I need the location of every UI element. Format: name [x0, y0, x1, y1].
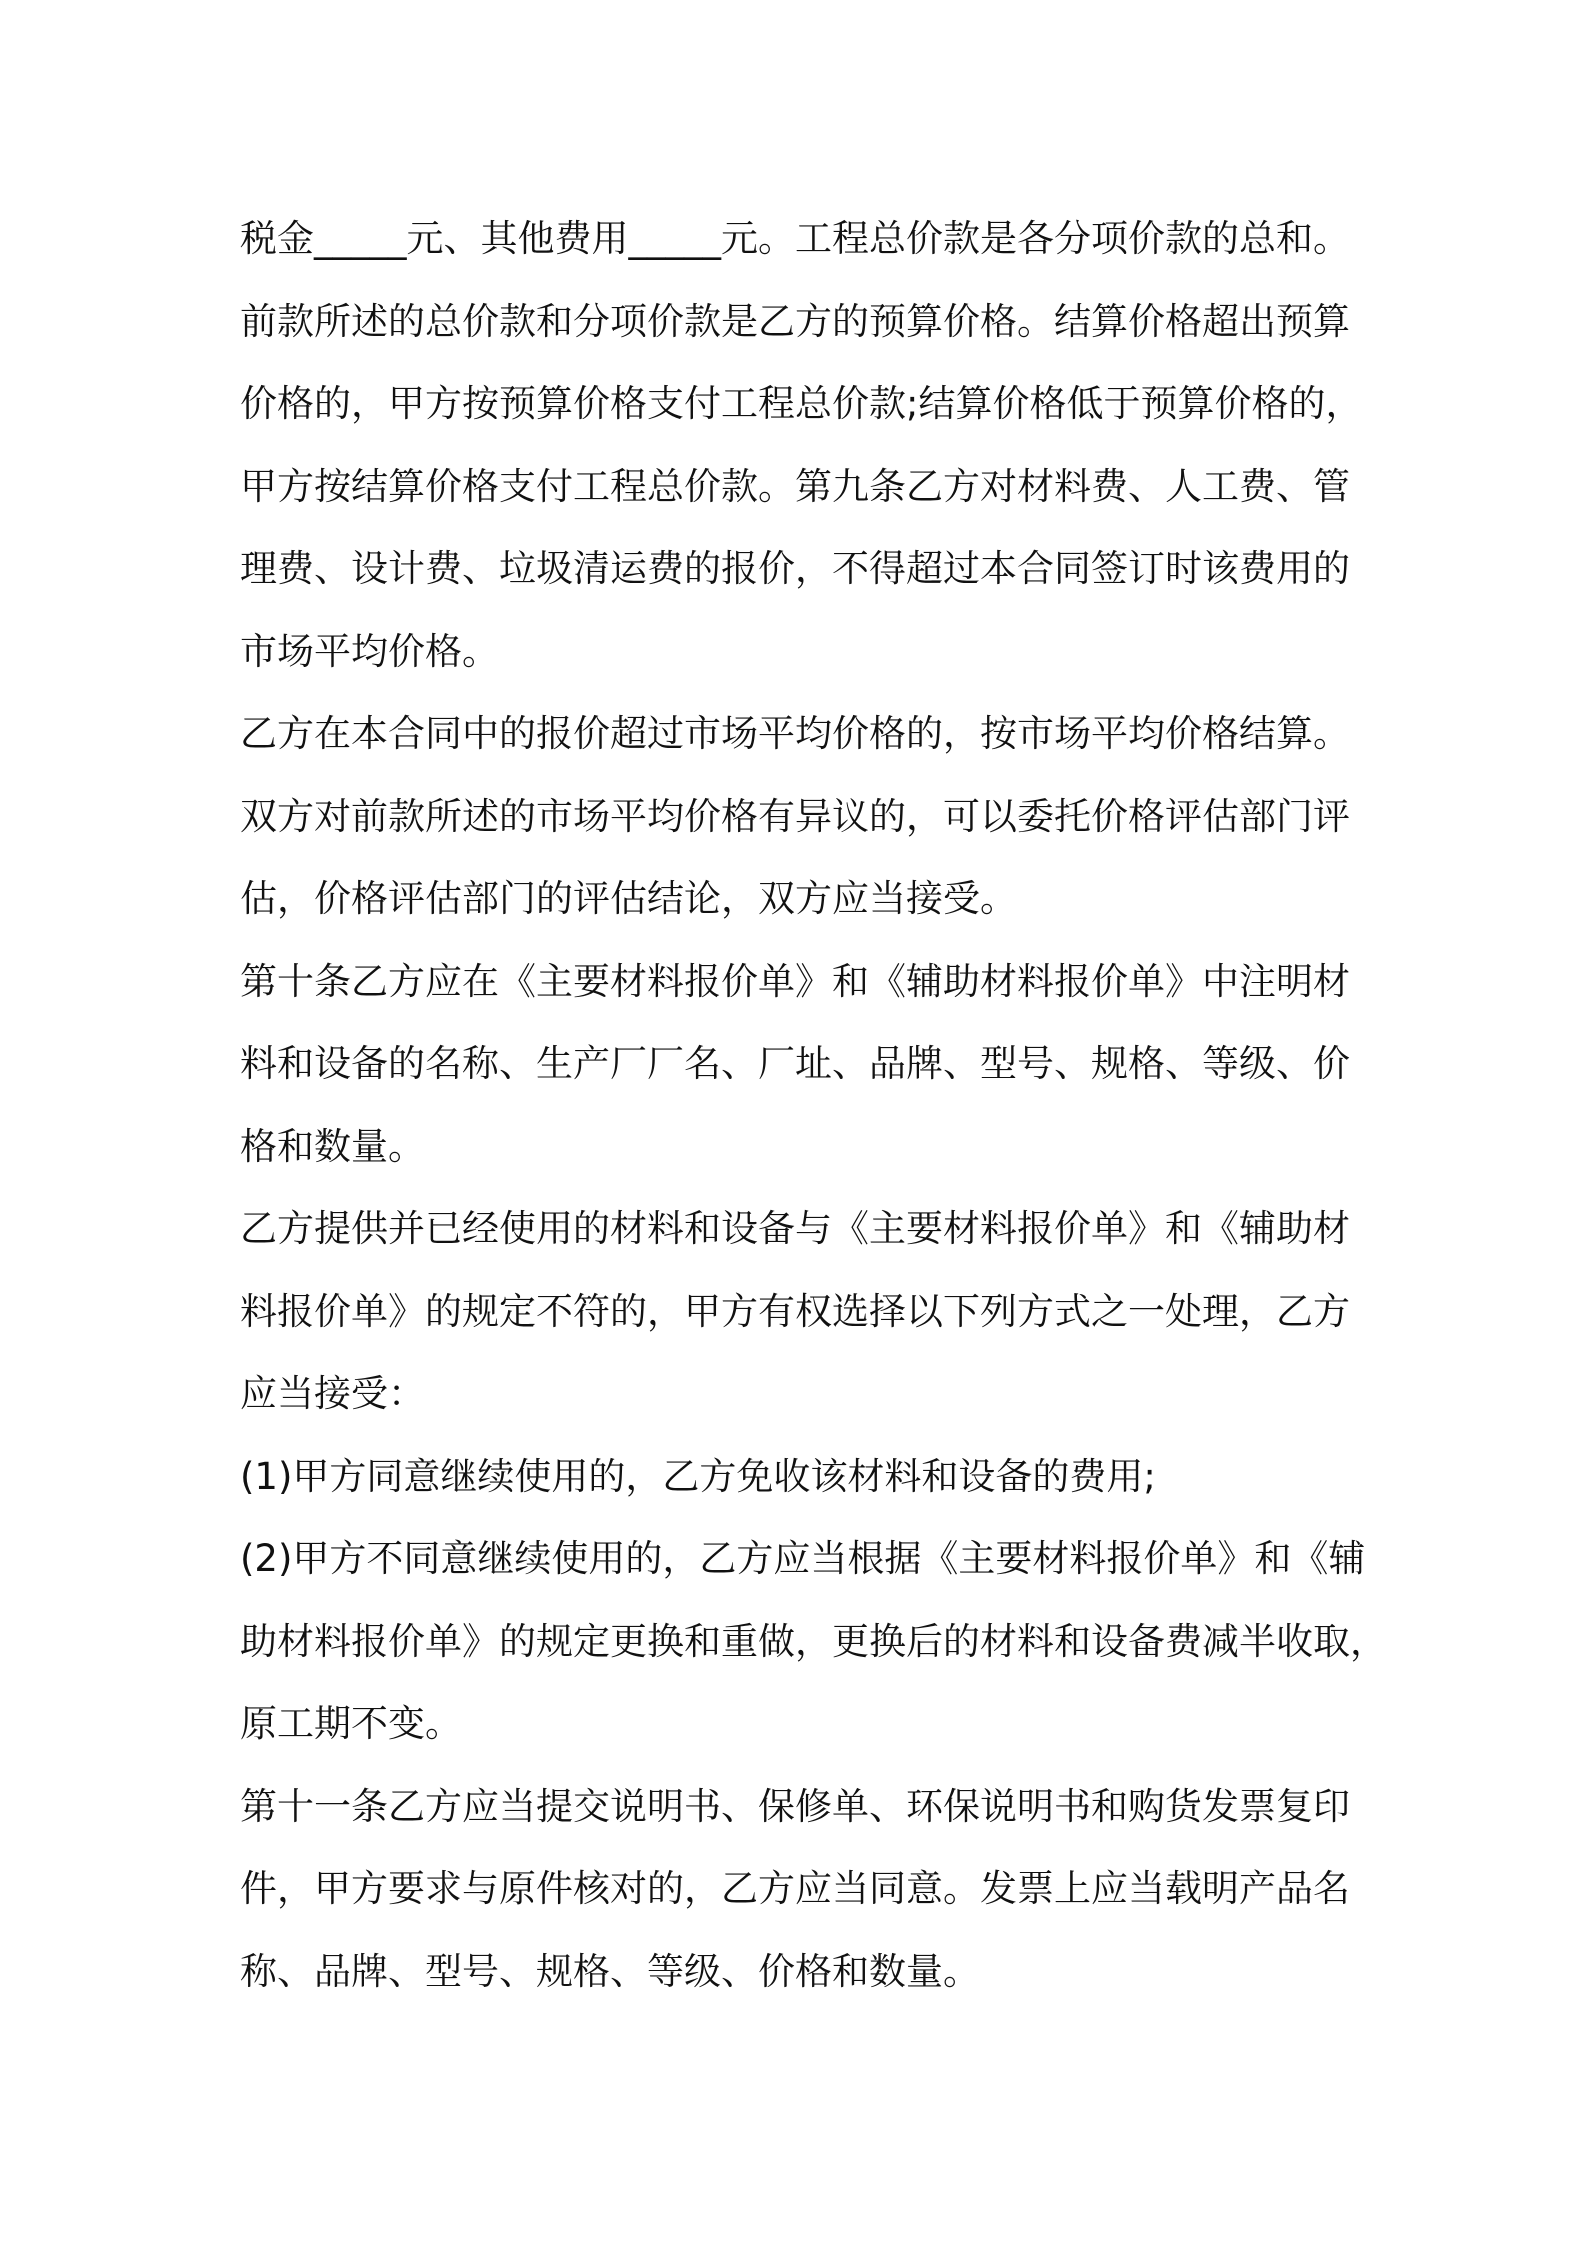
- text-line: 助材料报价单》的规定更换和重做，更换后的材料和设备费减半收取，: [240, 1619, 1387, 1663]
- text-line: 价格的，甲方按预算价格支付工程总价款;结算价格低于预算价格的，: [240, 382, 1363, 425]
- text-line: 料报价单》的规定不符的，甲方有权选择以下列方式之一处理，乙方: [240, 1289, 1350, 1333]
- paragraph-article-10: [240, 941, 1350, 1189]
- paragraph-tax-and-fees: [240, 198, 1350, 281]
- text-line: 料和设备的名称、生产厂厂名、厂址、品牌、型号、规格、等级、价: [240, 1042, 1350, 1085]
- text-line: 双方对前款所述的市场平均价格有异议的，可以委托价格评估部门评: [240, 794, 1350, 838]
- paragraph-budget-price: [240, 281, 1363, 694]
- text-line: 前款所述的总价款和分项价款是乙方的预算价格。结算价格超出预算: [240, 299, 1350, 343]
- text-line: 市场平均价格。: [240, 629, 499, 673]
- text-line: 乙方在本合同中的报价超过市场平均价格的，按市场平均价格结算。: [240, 712, 1350, 755]
- paragraph-market-price-settlement: [240, 693, 1350, 776]
- text-line: (2)甲方不同意继续使用的，乙方应当根据《主要材料报价单》和《辅: [240, 1537, 1366, 1580]
- text-line: 甲方按结算价格支付工程总价款。第九条乙方对材料费、人工费、管: [240, 464, 1350, 508]
- paragraph-price-dispute: [240, 776, 1350, 941]
- paragraph-nonconforming-materials: [240, 1188, 1350, 1436]
- text-line: 格和数量。: [240, 1124, 425, 1168]
- document-body: [240, 198, 1387, 2013]
- paragraph-article-11: [240, 1766, 1350, 2014]
- text-line: 理费、设计费、垃圾清运费的报价，不得超过本合同签订时该费用的: [240, 547, 1350, 590]
- text-line: 第十一条乙方应当提交说明书、保修单、环保说明书和购货发票复印: [240, 1784, 1350, 1828]
- paragraph-option-2: [240, 1518, 1387, 1766]
- text-line: (1)甲方同意继续使用的，乙方免收该材料和设备的费用;: [240, 1454, 1156, 1498]
- text-line: 应当接受：: [240, 1372, 425, 1415]
- text-line: 原工期不变。: [240, 1702, 462, 1745]
- text-line: 税金_____元、其他费用_____元。工程总价款是各分项价款的总和。: [240, 217, 1350, 260]
- text-line: 第十条乙方应在《主要材料报价单》和《辅助材料报价单》中注明材: [240, 959, 1350, 1003]
- text-line: 件，甲方要求与原件核对的，乙方应当同意。发票上应当载明产品名: [240, 1867, 1350, 1910]
- text-line: 称、品牌、型号、规格、等级、价格和数量。: [240, 1949, 980, 1993]
- text-line: 估，价格评估部门的评估结论，双方应当接受。: [240, 877, 1017, 920]
- text-line: 乙方提供并已经使用的材料和设备与《主要材料报价单》和《辅助材: [240, 1207, 1350, 1250]
- paragraph-option-1: [240, 1436, 1350, 1519]
